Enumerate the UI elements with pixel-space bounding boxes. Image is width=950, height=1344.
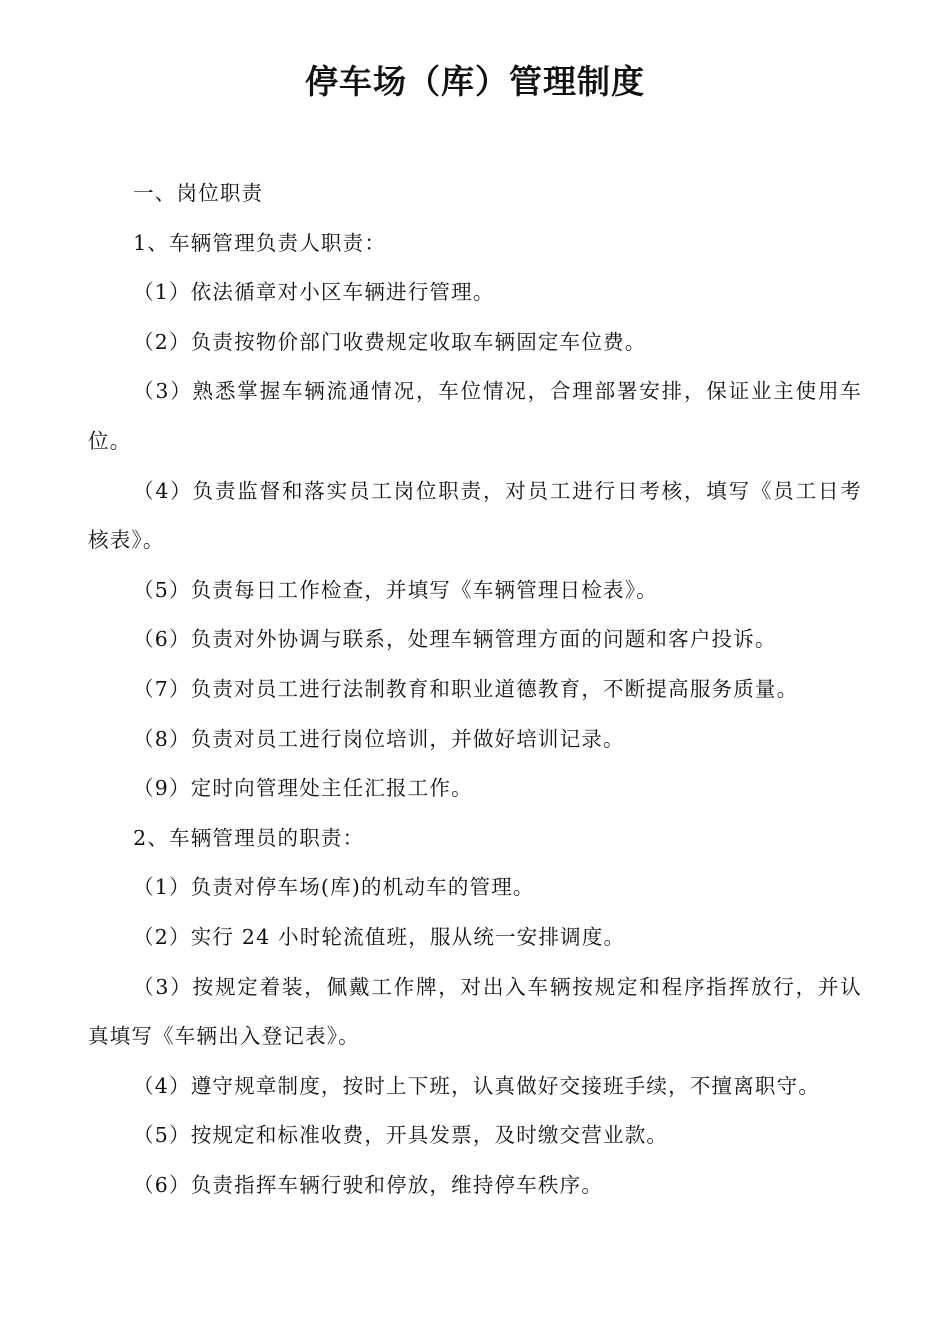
duty-item: （4）负责监督和落实员工岗位职责，对员工进行日考核，填写《员工日考核表》。 [88, 478, 862, 553]
duty-item: （3）熟悉掌握车辆流通情况，车位情况，合理部署安排，保证业主使用车位。 [88, 379, 862, 453]
duty-item: （7）负责对员工进行法制教育和职业道德教育，不断提高服务质量。 [133, 676, 799, 701]
duty-item: （5）按规定和标准收费，开具发票，及时缴交营业款。 [133, 1123, 669, 1148]
duty-item: （2）负责按物价部门收费规定收取车辆固定车位费。 [133, 329, 647, 354]
duty-item: （4）遵守规章制度，按时上下班，认真做好交接班手续，不擅离职守。 [133, 1073, 821, 1098]
document-title: 停车场（库）管理制度 [305, 62, 645, 101]
duty-item: （5）负责每日工作检查，并填写《车辆管理日检表》。 [133, 577, 658, 602]
subsection-heading: 1、车辆管理负责人职责： [133, 230, 387, 255]
duty-item: （9）定时向管理处主任汇报工作。 [133, 776, 473, 801]
duty-item: （2）实行 24 小时轮流值班，服从统一安排调度。 [133, 924, 626, 949]
subsection-heading: 2、车辆管理员的职责： [133, 825, 365, 850]
duty-item: （8）负责对员工进行岗位培训，并做好培训记录。 [133, 726, 625, 751]
duty-item: （1）依法循章对小区车辆进行管理。 [133, 280, 495, 305]
duty-item: （3）按规定着装，佩戴工作牌，对出入车辆按规定和程序指挥放行，并认真填写《车辆出入登记表》。 [88, 974, 862, 1049]
duty-item: （1）负责对停车场(库)的机动车的管理。 [133, 875, 535, 900]
duty-item: （6）负责指挥车辆行驶和停放，维持停车秩序。 [133, 1172, 604, 1197]
document-body [88, 169, 862, 1210]
duty-item: （6）负责对外协调与联系，处理车辆管理方面的问题和客户投诉。 [133, 627, 777, 652]
section-heading: 一、岗位职责 [133, 181, 264, 205]
